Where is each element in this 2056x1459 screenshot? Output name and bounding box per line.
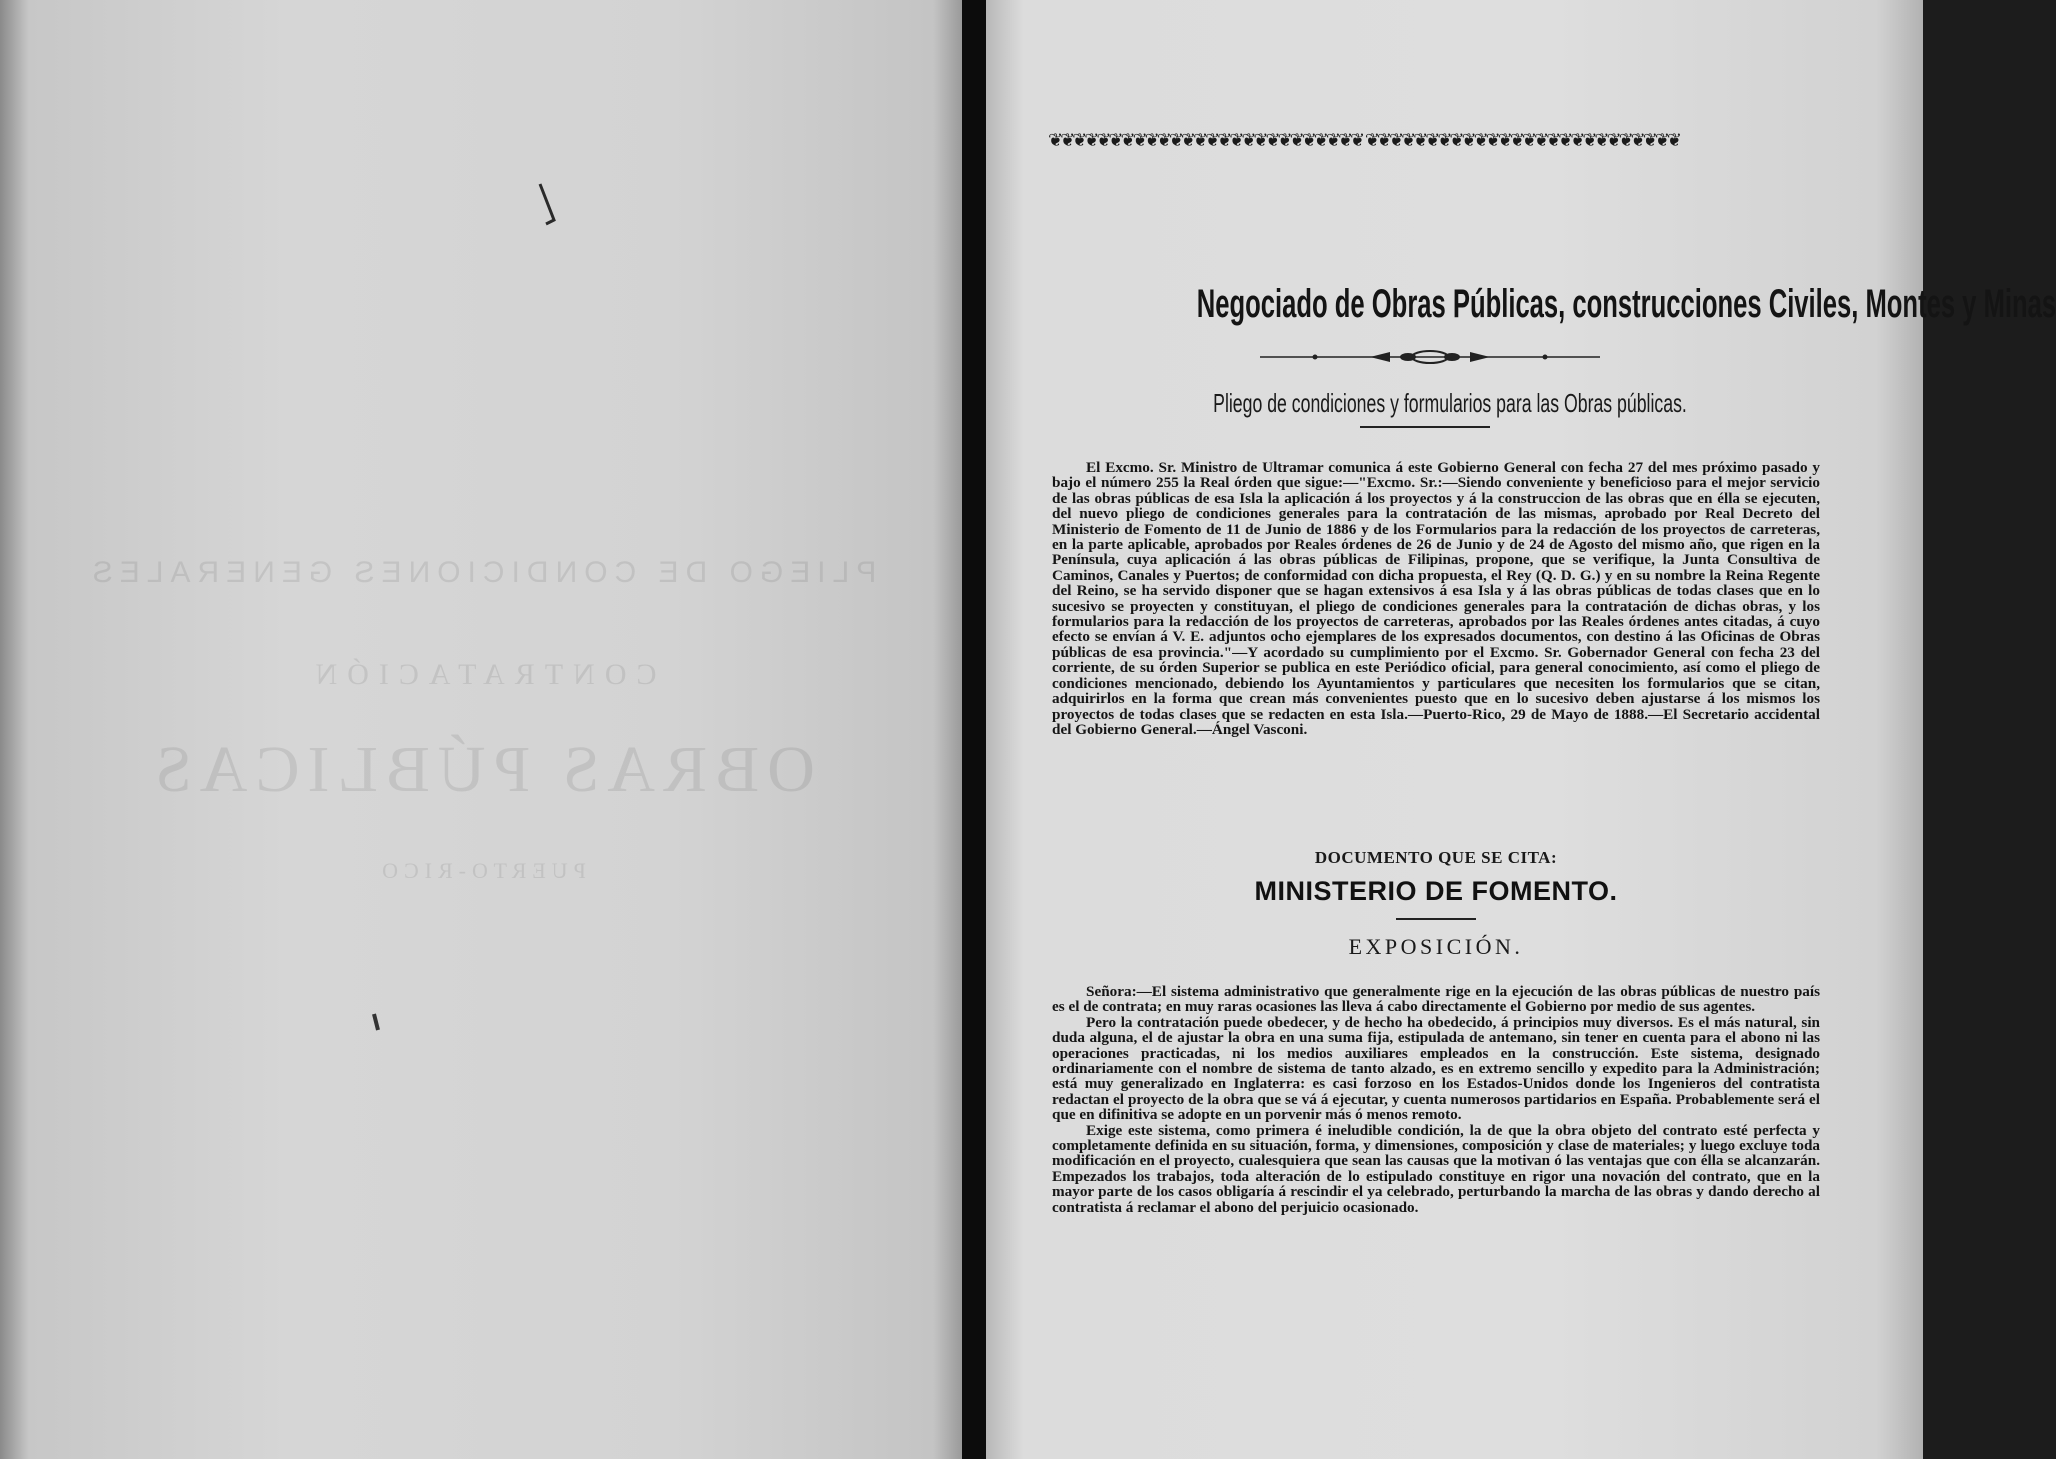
- ghost-text-line: PUERTO-RICO: [376, 858, 586, 883]
- page-title: Negociado de Obras Públicas, construcciones Civiles, Montes y Minas: [1196, 282, 2056, 326]
- paper-speck-mark: [370, 1012, 382, 1034]
- ornamental-divider: [1260, 350, 1600, 364]
- ghost-text-line: OBRAS PÚBLICAS: [147, 733, 815, 806]
- page-subtitle: Pliego de condiciones y formularios para las Obras públicas.: [1213, 388, 1687, 418]
- subtitle-rule: [1360, 426, 1490, 428]
- document-label: DOCUMENTO QUE SE CITA:: [1314, 848, 1558, 867]
- paper-speck-mark: [536, 180, 560, 230]
- ghost-text-line: PLIEGO DE CONDICIONES GENERALES: [85, 556, 877, 589]
- exposicion-body: [1052, 984, 1820, 1215]
- exposicion-paragraph: Exige este sistema, como primera é ineludible condición, la de que la obra objeto del contrato esté perfecta y completamente definida en su situación, forma, y dimensiones, composición y clase de materiales; y luego excluye toda modificación en el proyecto, cualesquiera que sean las causas que la motivan ó las ventajas que con élla se alcanzarán. Empezados los trabajos, toda alteración de lo estipulado constituye en rigor una novación del contrato, que en la mayor parte de los casos obligaría á rescindir el ya celebrado, perturbando la marcha de las obras y dando derecho al contratista á reclamar el abono del perjuicio ocasionado.: [1052, 1121, 1820, 1216]
- ornamental-border-band: ❦❦❦❦❦❦❦❦❦❦❦❦❦❦❦❦❦❦❦❦❦❦❦❦❦❦ ❦❦❦❦❦❦❦❦❦❦❦❦❦❦❦❦❦❦❦❦❦❦❦❦❦❦: [1048, 130, 1679, 151]
- ministry-rule: [1396, 918, 1476, 920]
- exposicion-paragraph: Pero la contratación puede obedecer, y de hecho ha obedecido, á principios muy diversos. Es el más natural, sin duda alguna, el de ajustar la obra en una suma fija, estipulada de antemano, sin tener en cuenta para el abono ni las operaciones practicadas, ni los medios auxiliares empleados en la construcción. Este sistema, designado ordinariamente con el nombre de sistema de tanto alzado, es en extremo sencillo y expedito para la Administración; está muy generalizado en Inglaterra: es casi forzoso en los Estados-Unidos donde los Ingenieros del contratista redactan el proyecto de la obra que se vá á ejecutar, y cuenta numerosos partidarios en España. Probablemente será el que en difinitiva se adopte en un porvenir más ó menos remoto.: [1052, 1013, 1820, 1124]
- ghost-text-line: CONTRATACIÓN: [305, 658, 657, 691]
- exposicion-heading: EXPOSICIÓN.: [1348, 934, 1524, 959]
- exposicion-paragraph: Señora:—El sistema administrativo que generalmente rige en la ejecución de las obras públicas de nuestro país es el de contrata; en muy raras ocasiones las lleva á cabo directamente el Gobierno por medio de sus agentes.: [1052, 983, 1820, 1016]
- left-page: [0, 0, 962, 1459]
- book-spine: [962, 0, 986, 1459]
- intro-paragraph: El Excmo. Sr. Ministro de Ultramar comunica á este Gobierno General con fecha 27 del mes próximo pasado y bajo el número 255 la Real órden que sigue:—"Excmo. Sr.:—Siendo conveniente y beneficioso para el mejor servicio de las obras públicas de esa Isla la aplicación á los proyectos y á la construccion de las obras que en élla se ejecuten, del nuevo pliego de condiciones generales para la contratación de las mismas, aprobado por Real Decreto del Ministerio de Fomento de 11 de Junio de 1886 y de los Formularios para la redacción de los proyectos de carreteras, en la parte aplicable, aprobados por Reales órdenes de 26 de Junio y de 24 de Agosto del mismo año, que rigen en la Península, cuya aplicación á las obras públicas de Filipinas, propone, que se verifique, la Junta Consultiva de Caminos, Canales y Puertos; de conformidad con dicha propuesta, el Rey (Q. D. G.) y en su nombre la Reina Regente del Reino, se ha servido disponer que se hagan extensivos á esa Isla y á las obras públicas de todas clases que en lo sucesivo se proyecten y constituyan, el pliego de condiciones generales para la contratación de dichas obras, y los formularios para la redacción de los proyectos de carreteras, aprobados por las Reales órdenes antes citadas, á cuyo efecto se envían á V. E. adjuntos ocho ejemplares de los expresados documentos, con destino á las Oficinas de Obras públicas de esa provincia."—Y acordado su cumplimiento por el Excmo. Sr. Gobernador General con fecha 23 del corriente, de su órden Superior se publica en este Periódico oficial, para general conocimiento, así como el pliego de condiciones mencionado, debiendo los Ayuntamientos y particulares que necesiten los formularios que se citan, adquirirlos en la forma que crean más convenientes puesto que en lo sucesivo deben ajustarse á los mismos los proyectos de todas clases que se redacten en esta Isla.—Puerto-Rico, 29 de Mayo de 1888.—El Secretario accidental del Gobierno General.—Ángel Vasconi.: [1052, 459, 1820, 738]
- ministry-heading: MINISTERIO DE FOMENTO.: [1254, 876, 1618, 906]
